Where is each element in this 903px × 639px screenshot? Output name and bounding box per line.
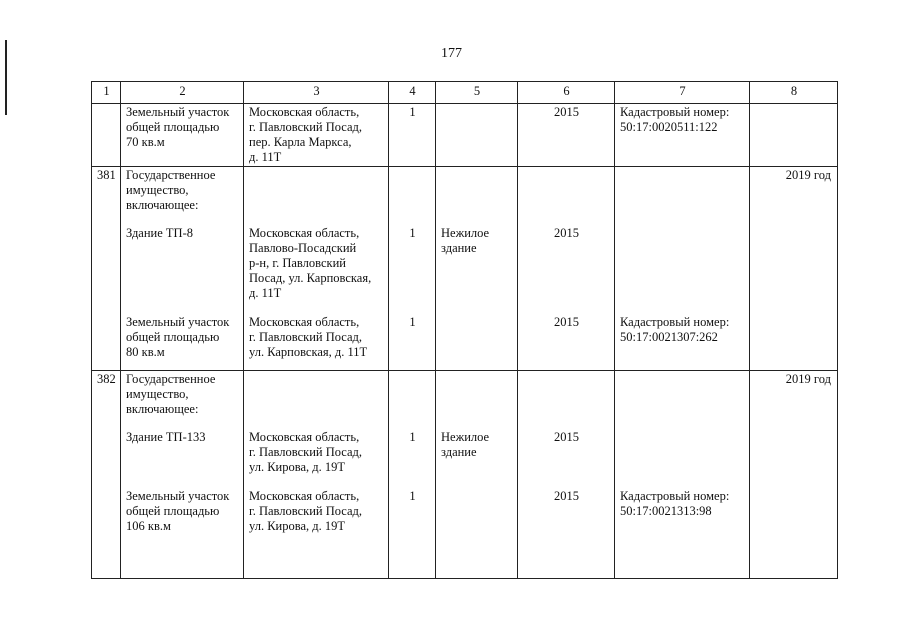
name-line: 80 кв.м <box>126 345 165 359</box>
name-line: Здание ТП-133 <box>126 430 206 444</box>
address-line: д. 11Т <box>249 286 282 300</box>
name-line: 70 кв.м <box>126 135 165 149</box>
note-line: 50:17:0021313:98 <box>620 504 712 518</box>
row-number: 381 <box>97 168 116 182</box>
name-line: Земельный участок <box>126 315 230 329</box>
quantity-cell <box>389 371 436 579</box>
quantity: 1 <box>409 430 416 444</box>
name-line: общей площадью <box>126 330 220 344</box>
name-line: Земельный участок <box>126 105 230 119</box>
column-number: 7 <box>615 82 750 104</box>
note-line: Кадастровый номер: <box>620 489 730 503</box>
period-cell <box>750 167 838 371</box>
year-cell <box>518 371 615 579</box>
note-cell <box>615 167 750 371</box>
name-cell <box>121 371 244 579</box>
column-number: 4 <box>389 82 436 104</box>
address-line: Московская область, <box>249 105 360 119</box>
name-line: 106 кв.м <box>126 519 171 533</box>
note-line: 50:17:0021307:262 <box>620 330 718 344</box>
type-line: Нежилое <box>441 430 490 444</box>
address-cell <box>244 104 389 167</box>
quantity: 1 <box>409 315 416 329</box>
heading-line: Государственное <box>126 372 216 386</box>
row-number-cell <box>92 167 121 371</box>
address-line: г. Павловский Посад, <box>249 445 363 459</box>
name-line: Земельный участок <box>126 489 230 503</box>
address-line: Посад, ул. Карповская, <box>249 271 372 285</box>
address-line: пер. Карла Маркса, <box>249 135 352 149</box>
column-number: 2 <box>121 82 244 104</box>
note-cell <box>615 104 750 167</box>
type-cell <box>436 371 518 579</box>
quantity: 1 <box>409 105 416 119</box>
year: 2015 <box>554 226 579 240</box>
address-cell <box>244 167 389 371</box>
name-cell <box>121 167 244 371</box>
table-row <box>92 371 838 579</box>
heading-line: Государственное <box>126 168 216 182</box>
address-line: ул. Кирова, д. 19Т <box>249 519 345 533</box>
column-number: 1 <box>92 82 121 104</box>
address-line: г. Павловский Посад, <box>249 504 363 518</box>
period-cell <box>750 371 838 579</box>
quantity: 1 <box>409 226 416 240</box>
name-line: Здание ТП-8 <box>126 226 193 240</box>
period-cell <box>750 104 838 167</box>
quantity-cell <box>389 104 436 167</box>
address-line: ул. Кирова, д. 19Т <box>249 460 345 474</box>
address-line: Московская область, <box>249 489 360 503</box>
table-row <box>92 104 838 167</box>
type-line: здание <box>441 241 477 255</box>
address-line: г. Павловский Посад, <box>249 120 363 134</box>
type-cell <box>436 104 518 167</box>
row-number-cell <box>92 371 121 579</box>
address-line: Павлово-Посадский <box>249 241 357 255</box>
column-number-row <box>92 82 838 104</box>
name-line: общей площадью <box>126 504 220 518</box>
note-line: 50:17:0020511:122 <box>620 120 718 134</box>
page-number: 177 <box>441 46 462 61</box>
year: 2015 <box>554 489 579 503</box>
address-line: Московская область, <box>249 315 360 329</box>
column-number: 6 <box>518 82 615 104</box>
year: 2015 <box>554 315 579 329</box>
property-register-table <box>91 81 838 579</box>
type-line: здание <box>441 445 477 459</box>
address-cell <box>244 371 389 579</box>
period: 2019 год <box>785 372 831 386</box>
address-line: Московская область, <box>249 226 360 240</box>
address-line: д. 11Т <box>249 150 282 164</box>
column-number: 5 <box>436 82 518 104</box>
heading-line: имущество, <box>126 387 189 401</box>
year-cell <box>518 104 615 167</box>
period: 2019 год <box>785 168 831 182</box>
year: 2015 <box>554 430 579 444</box>
row-number: 382 <box>97 372 116 386</box>
table-row <box>92 167 838 371</box>
address-line: р-н, г. Павловский <box>249 256 346 270</box>
type-cell <box>436 167 518 371</box>
year: 2015 <box>554 105 579 119</box>
name-line: общей площадью <box>126 120 220 134</box>
address-line: г. Павловский Посад, <box>249 330 363 344</box>
heading-line: имущество, <box>126 183 189 197</box>
heading-line: включающее: <box>126 198 199 212</box>
type-line: Нежилое <box>441 226 490 240</box>
note-line: Кадастровый номер: <box>620 105 730 119</box>
year-cell <box>518 167 615 371</box>
column-number: 3 <box>244 82 389 104</box>
heading-line: включающее: <box>126 402 199 416</box>
note-cell <box>615 371 750 579</box>
quantity: 1 <box>409 489 416 503</box>
quantity-cell <box>389 167 436 371</box>
name-cell <box>121 104 244 167</box>
address-line: ул. Карповская, д. 11Т <box>249 345 368 359</box>
address-line: Московская область, <box>249 430 360 444</box>
row-number-cell <box>92 104 121 167</box>
column-number: 8 <box>750 82 838 104</box>
note-line: Кадастровый номер: <box>620 315 730 329</box>
